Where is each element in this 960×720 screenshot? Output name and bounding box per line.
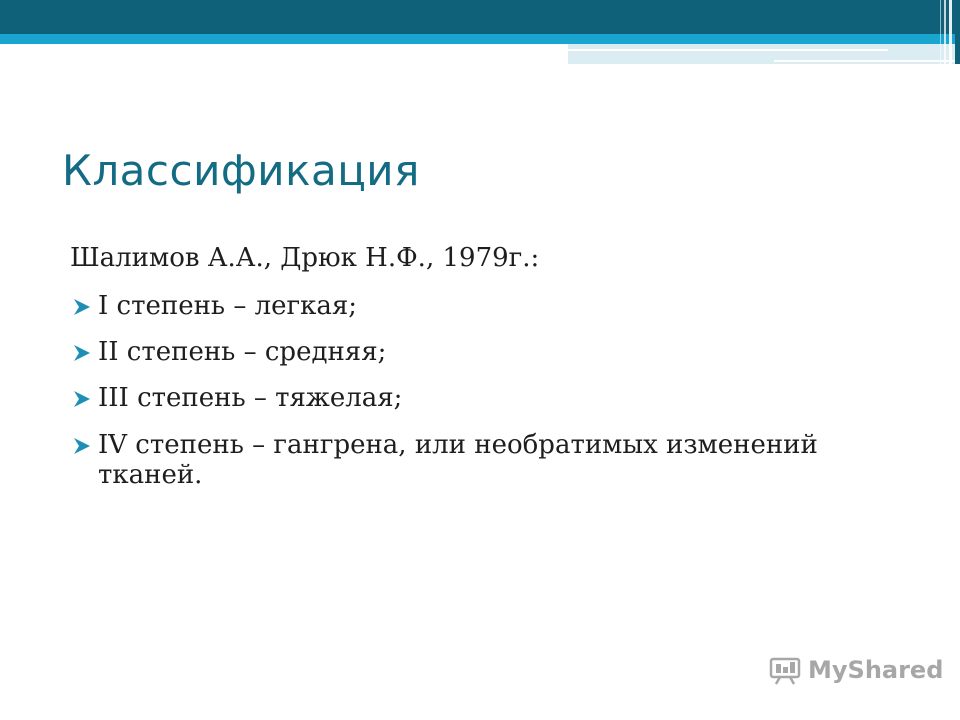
- header-stripe: [940, 0, 941, 64]
- bullet-item: [70, 383, 850, 413]
- bullet-list: [70, 291, 850, 490]
- bullet-text: I степень – легкая;: [98, 291, 358, 322]
- arrow-right-icon: [72, 297, 92, 317]
- header-bar-dark: [0, 0, 960, 34]
- arrow-right-icon: [72, 389, 92, 409]
- header-bar-light: [0, 34, 960, 44]
- slide-title: Классификация: [62, 146, 420, 195]
- header-stripes: [932, 0, 960, 64]
- bullet-item: [70, 291, 850, 321]
- projector-icon: [768, 655, 802, 685]
- watermark-logo: [768, 655, 943, 685]
- intro-line: Шалимов А.А., Дрюк Н.Ф., 1979г.:: [70, 243, 540, 273]
- watermark-text: MyShared: [808, 656, 944, 684]
- bullet-item: [70, 430, 850, 490]
- bullet-text: III степень – тяжелая;: [98, 383, 403, 414]
- header-stripe: [944, 0, 946, 64]
- bullet-item: [70, 337, 850, 367]
- bullet-text: II степень – средняя;: [98, 337, 387, 368]
- bullet-text: IV степень – гангрена, или необратимых изменений тканей.: [98, 429, 818, 490]
- header-stripe: [949, 0, 952, 64]
- slide-content: [70, 243, 850, 506]
- header-accent-line: [568, 49, 888, 51]
- arrow-right-icon: [72, 436, 92, 456]
- arrow-right-icon: [72, 343, 92, 363]
- header-stripe: [955, 0, 960, 64]
